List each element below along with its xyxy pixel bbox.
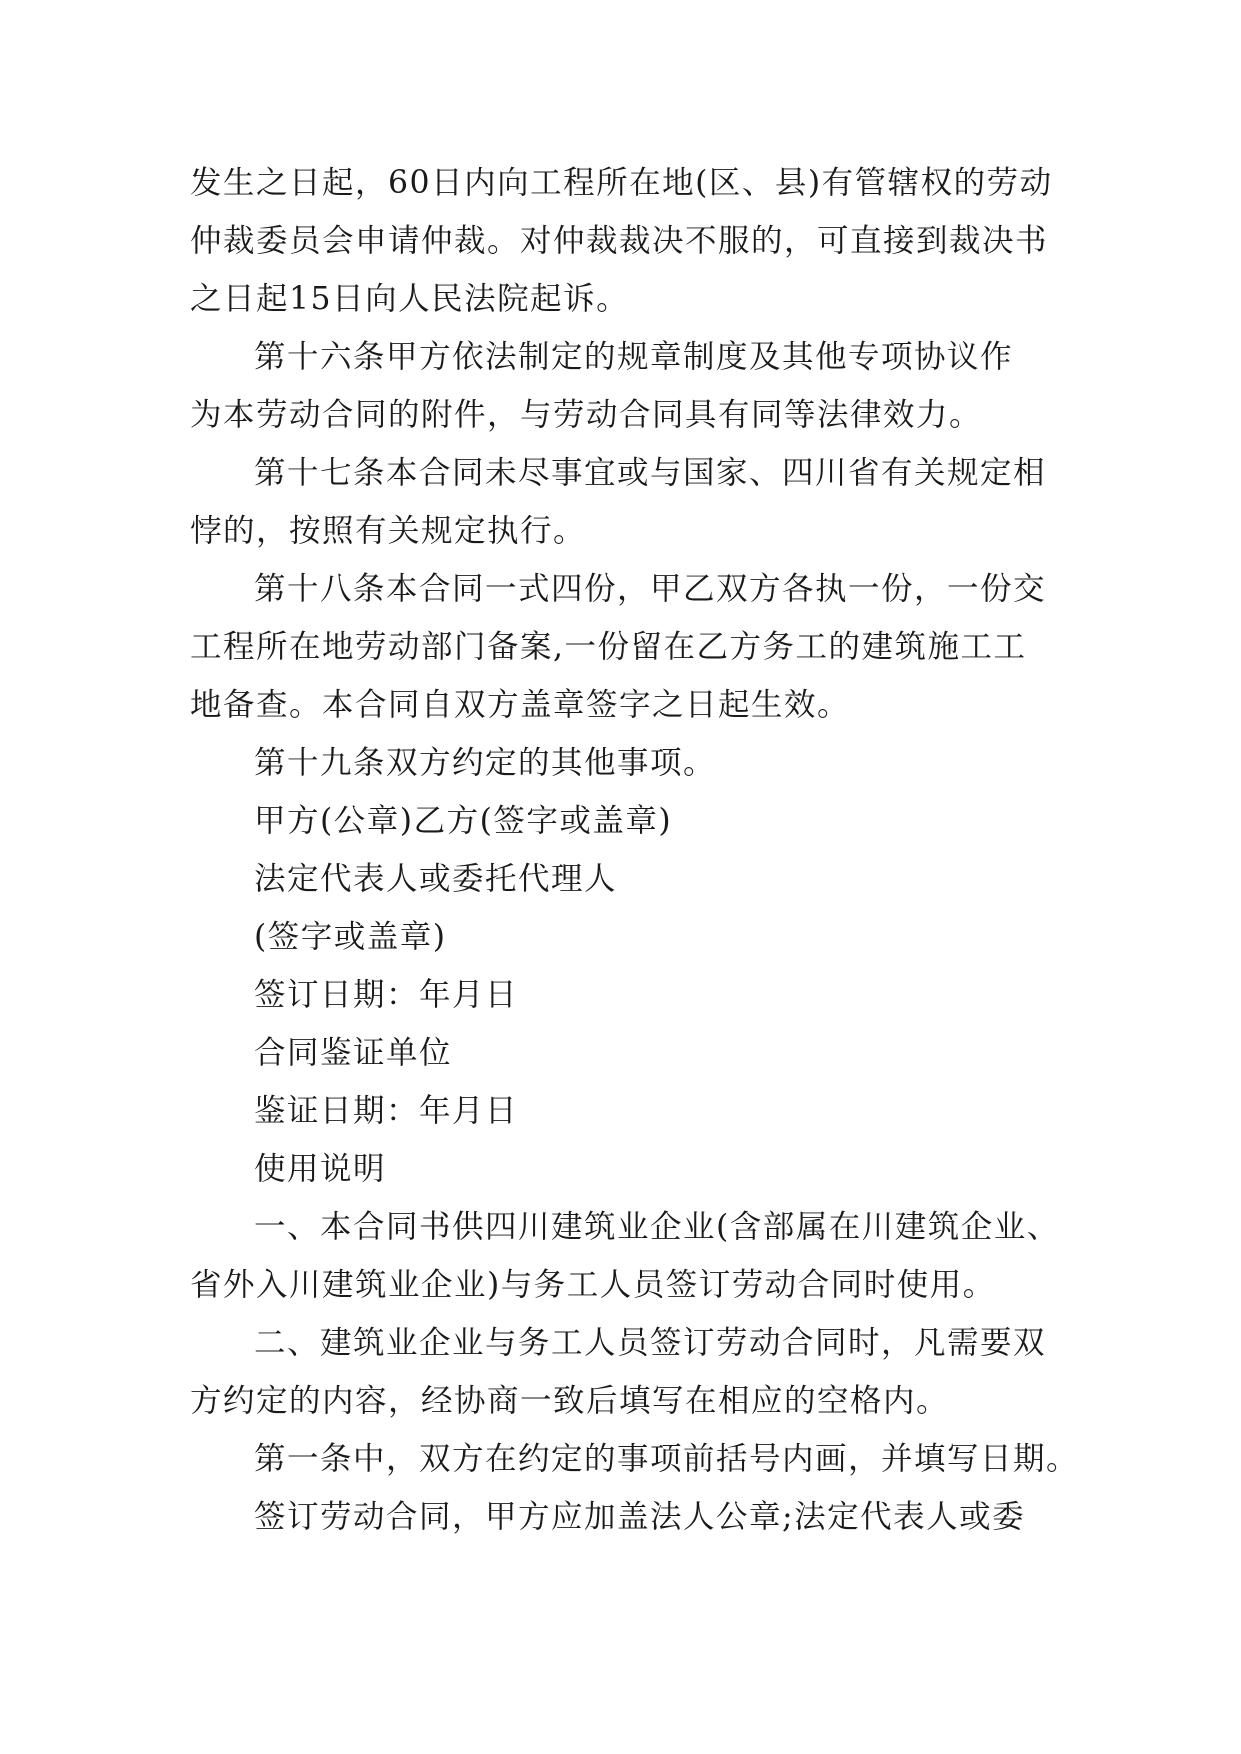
- text-line: 使用说明: [254, 1151, 387, 1187]
- text-line: (签字或盖章): [254, 919, 447, 955]
- text-line: 法定代表人或委托代理人: [254, 861, 618, 897]
- document-body: [190, 154, 1080, 1546]
- text-line: 签订日期：年月日: [254, 977, 519, 1013]
- text-line: 第十八条本合同一式四份，甲乙双方各执一份，一份交: [254, 571, 1047, 607]
- text-line: 第一条中，双方在约定的事项前括号内画，并填写日期。: [254, 1441, 1080, 1477]
- text-line: 省外入川建筑业企业)与务工人员签订劳动合同时使用。: [190, 1267, 996, 1303]
- text-line: 合同鉴证单位: [254, 1035, 453, 1071]
- text-line: 之日起15日向人民法院起诉。: [190, 281, 630, 317]
- text-line: 仲裁委员会申请仲裁。对仲裁裁决不服的，可直接到裁决书: [190, 223, 1049, 259]
- text-line: 二、建筑业企业与务工人员签订劳动合同时，凡需要双: [254, 1325, 1047, 1361]
- text-line: 地备查。本合同自双方盖章签字之日起生效。: [190, 687, 851, 723]
- text-line: 一、本合同书供四川建筑业企业(含部属在川建筑企业、: [254, 1209, 1060, 1245]
- text-line: 鉴证日期：年月日: [254, 1093, 519, 1129]
- text-line: 悖的，按照有关规定执行。: [190, 513, 587, 549]
- text-line: 为本劳动合同的附件，与劳动合同具有同等法律效力。: [190, 397, 983, 433]
- text-line: 签订劳动合同，甲方应加盖法人公章;法定代表人或委: [254, 1499, 1026, 1535]
- text-line: 第十六条甲方依法制定的规章制度及其他专项协议作: [254, 339, 1014, 375]
- text-line: 第十九条双方约定的其他事项。: [254, 745, 717, 781]
- text-line: 甲方(公章)乙方(签字或盖章): [254, 803, 673, 839]
- text-line: 方约定的内容，经协商一致后填写在相应的空格内。: [190, 1383, 950, 1419]
- text-line: 第十七条本合同未尽事宜或与国家、四川省有关规定相: [254, 455, 1047, 491]
- text-line: 发生之日起，60日内向工程所在地(区、县)有管辖权的劳动: [190, 165, 1053, 201]
- text-line: 工程所在地劳动部门备案,一份留在乙方务工的建筑施工工: [190, 629, 1027, 665]
